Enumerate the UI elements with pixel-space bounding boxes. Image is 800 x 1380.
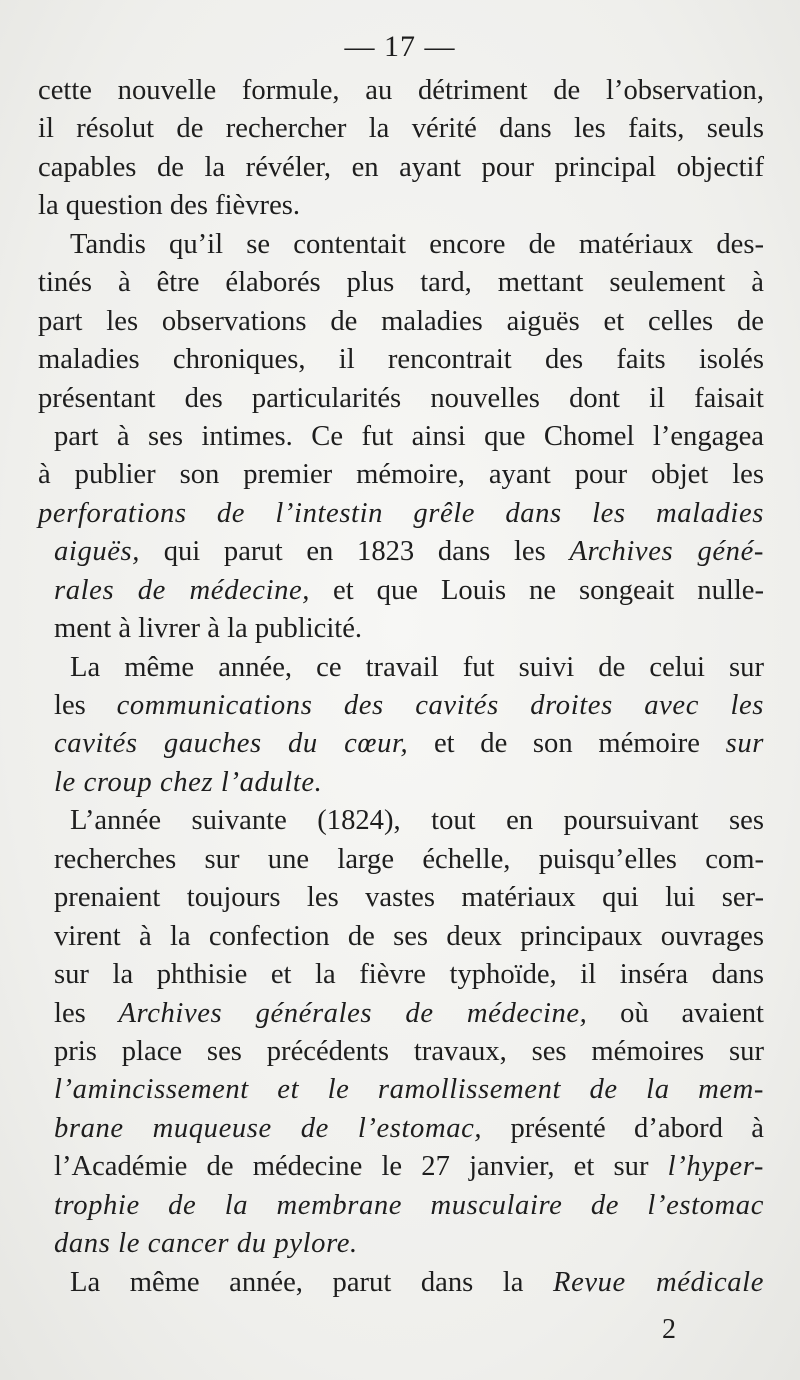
text-line <box>38 303 764 341</box>
text-line <box>38 995 764 1033</box>
text-line <box>38 1225 764 1263</box>
text-segment: cette nouvelle formule, au détriment de l’observation, <box>38 75 764 106</box>
italic-text: perforations de l’intestin grêle dans les maladies <box>38 497 764 529</box>
text-line <box>38 149 764 187</box>
text-line <box>38 802 764 840</box>
italic-text: aiguës, <box>54 536 141 568</box>
text-segment: La même année, parut dans la <box>70 1266 553 1298</box>
text-segment: prenaient toujours les vastes matériaux qui lui ser- <box>54 882 764 914</box>
text-line <box>38 1187 764 1225</box>
text-segment: Tandis qu’il se contentait encore de matériaux des- <box>70 228 764 260</box>
italic-text: l’hyper- <box>667 1151 764 1183</box>
text-line <box>38 380 764 418</box>
text-line <box>38 187 764 225</box>
text-line <box>38 725 764 763</box>
italic-text: l’amincissement et le ramollissement de la mem- <box>54 1074 764 1106</box>
text-line <box>38 226 764 264</box>
italic-text: Revue médicale <box>553 1266 765 1298</box>
text-segment: pris place ses précédents travaux, ses mémoires sur <box>54 1035 764 1067</box>
text-line <box>38 1033 764 1071</box>
text-segment: les <box>54 997 119 1029</box>
text-segment: L’année suivante (1824), tout en poursuivant ses <box>70 805 764 837</box>
text-line <box>38 956 764 994</box>
text-line <box>38 841 764 879</box>
italic-text: dans le cancer du pylore. <box>54 1228 358 1260</box>
text-segment: capables de la révéler, en ayant pour principal objectif <box>38 151 764 183</box>
italic-text: le croup chez l’adulte. <box>54 766 323 798</box>
text-line <box>38 879 764 917</box>
text-line <box>38 1148 764 1186</box>
italic-text: Archives géné- <box>569 536 764 568</box>
italic-text: rales de médecine, <box>54 574 311 606</box>
text-segment: tinés à être élaborés plus tard, mettant seulement à <box>38 267 764 299</box>
text-segment: et de son mémoire <box>408 728 726 760</box>
text-segment: La même année, ce travail fut suivi de celui sur <box>70 651 764 683</box>
text-line <box>38 918 764 956</box>
text-line <box>38 1264 764 1302</box>
text-segment: les <box>54 690 117 721</box>
italic-text: brane muqueuse de l’estomac, <box>54 1112 483 1144</box>
text-line <box>38 572 764 610</box>
text-line <box>38 533 764 571</box>
text-line <box>38 610 764 648</box>
signature-mark: 2 <box>662 1314 676 1345</box>
text-segment: présentant des particularités nouvelles dont il faisait <box>38 382 764 414</box>
text-line <box>38 341 764 379</box>
text-line <box>38 456 764 494</box>
text-line <box>38 1110 764 1148</box>
text-segment: il résolut de rechercher la vérité dans les faits, seuls <box>38 113 764 145</box>
text-line <box>38 687 764 725</box>
text-segment: qui parut en 1823 dans les <box>140 536 570 568</box>
text-line <box>38 418 764 456</box>
italic-text: trophie de la membrane musculaire de l’estomac <box>54 1189 764 1221</box>
text-segment: et que Louis ne songeait nulle- <box>310 574 765 606</box>
italic-text: communications des cavités droites avec les <box>116 690 765 721</box>
body-text <box>38 72 764 1302</box>
text-line <box>38 110 764 148</box>
text-line <box>38 764 764 802</box>
text-line <box>38 1071 764 1109</box>
text-line <box>38 264 764 302</box>
italic-text: sur <box>725 728 764 760</box>
text-segment: sur la phthisie et la fièvre typhoïde, il inséra dans <box>54 959 764 991</box>
text-line <box>38 649 764 687</box>
text-segment: part les observations de maladies aiguës et celles de <box>38 305 764 337</box>
text-segment: maladies chroniques, il rencontrait des faits isolés <box>38 344 764 376</box>
text-segment: où avaient <box>587 997 764 1029</box>
text-line <box>38 495 764 533</box>
text-line <box>38 72 764 110</box>
text-segment: à publier son premier mémoire, ayant pour objet les <box>38 459 764 491</box>
text-segment: ment à livrer à la publicité. <box>54 613 363 645</box>
italic-text: cavités gauches du cœur, <box>54 728 409 760</box>
text-segment: recherches sur une large échelle, puisqu’elles com- <box>54 843 764 875</box>
text-segment: virent à la confection de ses deux principaux ouvrages <box>54 920 764 952</box>
text-segment: part à ses intimes. Ce fut ainsi que Chomel l’engagea <box>54 420 764 452</box>
text-segment: présenté d’abord à <box>482 1112 764 1144</box>
page-number: — 17 — <box>344 30 456 63</box>
text-segment: la question des fièvres. <box>38 190 301 222</box>
italic-text: Archives générales de médecine, <box>118 997 588 1029</box>
text-segment: l’Académie de médecine le 27 janvier, et sur <box>54 1151 668 1183</box>
